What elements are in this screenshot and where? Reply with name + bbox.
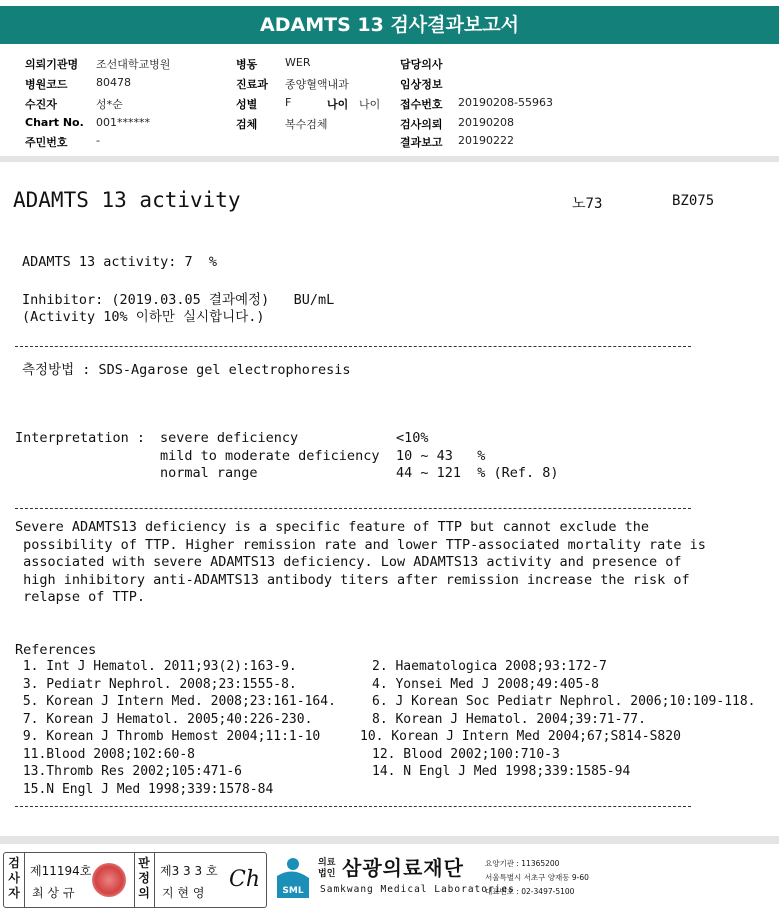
examiner-seal-icon bbox=[92, 863, 126, 897]
box-divider bbox=[154, 853, 155, 907]
org-contact: 서울특별시 서초구 양재동 9-60 bbox=[485, 873, 589, 882]
reviewer-label: 판정의 bbox=[138, 856, 150, 900]
interpretation-label: Interpretation : bbox=[15, 430, 146, 446]
paragraph-line: high inhibitory anti-ADAMTS13 antibody titers after remission increase the risk of bbox=[15, 572, 690, 588]
reference-item: 11.Blood 2008;102:60-8 bbox=[15, 747, 196, 762]
info-value: 성*순 bbox=[96, 98, 123, 111]
reference-item: 14. N Engl J Med 1998;339:1585-94 bbox=[372, 764, 631, 779]
interp-term: normal range bbox=[160, 465, 258, 481]
dashed-divider bbox=[15, 346, 691, 347]
report-body bbox=[0, 166, 779, 826]
paragraph-line: Severe ADAMTS13 deficiency is a specific feature of TTP but cannot exclude the bbox=[15, 519, 649, 535]
info-value: 001****** bbox=[96, 116, 150, 129]
info-label: 병원코드 bbox=[25, 78, 68, 91]
reference-item: 3. Pediatr Nephrol. 2008;23:1555-8. bbox=[15, 677, 297, 692]
info-label: 담당의사 bbox=[400, 58, 443, 71]
signature-box bbox=[3, 852, 267, 908]
info-value: WER bbox=[285, 56, 311, 69]
reference-item: 5. Korean J Intern Med. 2008;23:161-164. bbox=[15, 694, 336, 709]
report-footer bbox=[0, 850, 779, 912]
method-line: 측정방법 : SDS-Agarose gel electrophoresis bbox=[22, 362, 351, 378]
section-divider bbox=[0, 156, 779, 162]
reference-item: 13.Thromb Res 2002;105:471-6 bbox=[15, 764, 242, 779]
org-prefix: 의료법인 bbox=[318, 858, 336, 879]
info-value: 종양혈액내과 bbox=[285, 78, 349, 91]
info-value: 복수검체 bbox=[285, 118, 328, 131]
info-label: 병동 bbox=[236, 58, 258, 71]
examiner-license: 제11194호 bbox=[30, 864, 92, 878]
paragraph-line: relapse of TTP. bbox=[15, 589, 146, 605]
reference-item: 12. Blood 2002;100:710-3 bbox=[372, 747, 560, 762]
org-contact: 요양기관 : 11365200 bbox=[485, 859, 560, 868]
info-label: 결과보고 bbox=[400, 136, 443, 149]
interp-term: severe deficiency bbox=[160, 430, 299, 446]
info-label: 접수번호 bbox=[400, 98, 443, 111]
reference-item: 8. Korean J Hematol. 2004;39:71-77. bbox=[372, 712, 646, 727]
reference-item: 10. Korean J Intern Med 2004;67;S814-S820 bbox=[360, 729, 681, 744]
info-value: 20190208 bbox=[458, 116, 514, 129]
references-title: References bbox=[15, 642, 97, 658]
reviewer-signature: Ch bbox=[229, 867, 261, 892]
info-value: F bbox=[285, 96, 292, 109]
reference-item: 4. Yonsei Med J 2008;49:405-8 bbox=[372, 677, 599, 692]
box-divider bbox=[134, 853, 135, 907]
patient-info-block bbox=[0, 50, 779, 156]
info-label: 나이 bbox=[327, 98, 349, 111]
info-label: 임상정보 bbox=[400, 78, 443, 91]
info-value: 20190222 bbox=[458, 134, 514, 147]
info-label: 수진자 bbox=[25, 98, 57, 111]
org-english: Samkwang Medical Laboratories bbox=[320, 884, 515, 895]
reference-item: 7. Korean J Hematol. 2005;40:226-230. bbox=[15, 712, 313, 727]
info-label: 성별 bbox=[236, 98, 258, 111]
info-value: 조선대학교병원 bbox=[96, 58, 171, 71]
info-label: 주민번호 bbox=[25, 136, 68, 149]
reviewer-name: 지 현 영 bbox=[162, 886, 205, 900]
examiner-name: 최 상 규 bbox=[32, 886, 75, 900]
hand-note: 노73 bbox=[572, 196, 603, 212]
reference-item: 1. Int J Hematol. 2011;93(2):163-9. bbox=[15, 659, 297, 674]
test-code: BZ075 bbox=[672, 193, 715, 209]
interp-range: 10 ~ 43 % bbox=[396, 448, 486, 464]
info-label: 검체 bbox=[236, 118, 258, 131]
info-label: 의뢰기관명 bbox=[25, 58, 79, 71]
info-value: 80478 bbox=[96, 76, 131, 89]
reference-item: 6. J Korean Soc Pediatr Nephrol. 2006;10:109-118. bbox=[372, 694, 756, 709]
sml-logo-icon bbox=[273, 856, 313, 900]
org-contact: 대표번호 : 02-3497-5100 bbox=[485, 887, 575, 896]
reference-item: 15.N Engl J Med 1998;339:1578-84 bbox=[15, 782, 274, 797]
info-value: 20190208-55963 bbox=[458, 96, 553, 109]
inhibitor-result: Inhibitor: (2019.03.05 결과예정) BU/mL bbox=[22, 292, 335, 308]
inhibitor-note: (Activity 10% 이하만 실시합니다.) bbox=[22, 309, 265, 325]
activity-result: ADAMTS 13 activity: 7 % bbox=[22, 254, 218, 270]
report-title: ADAMTS 13 검사결과보고서 bbox=[0, 6, 779, 44]
logo-text: SML bbox=[282, 886, 304, 896]
paragraph-line: associated with severe ADAMTS13 deficiency. Low ADAMTS13 activity and presence of bbox=[15, 554, 682, 570]
info-value: 나이 bbox=[359, 98, 381, 111]
reviewer-license: 제3 3 3 호 bbox=[160, 864, 218, 878]
interp-range: 44 ~ 121 % (Ref. 8) bbox=[396, 465, 559, 481]
info-label: 검사의뢰 bbox=[400, 118, 443, 131]
test-name: ADAMTS 13 activity bbox=[13, 188, 241, 212]
footer-divider bbox=[0, 836, 779, 844]
dashed-divider bbox=[15, 806, 691, 807]
interp-term: mild to moderate deficiency bbox=[160, 448, 380, 464]
reference-item: 2. Haematologica 2008;93:172-7 bbox=[372, 659, 607, 674]
org-name: 삼광의료재단 bbox=[342, 856, 464, 880]
dashed-divider bbox=[15, 508, 691, 509]
info-label: 진료과 bbox=[236, 78, 268, 91]
examiner-label: 검사자 bbox=[8, 856, 20, 900]
box-divider bbox=[24, 853, 25, 907]
paragraph-line: possibility of TTP. Higher remission rate and lower TTP-associated mortality rate is bbox=[15, 537, 706, 553]
info-label: Chart No. bbox=[25, 116, 84, 129]
interp-range: <10% bbox=[396, 430, 429, 446]
info-value: - bbox=[96, 134, 100, 147]
reference-item: 9. Korean J Thromb Hemost 2004;11:1-10 bbox=[15, 729, 321, 744]
